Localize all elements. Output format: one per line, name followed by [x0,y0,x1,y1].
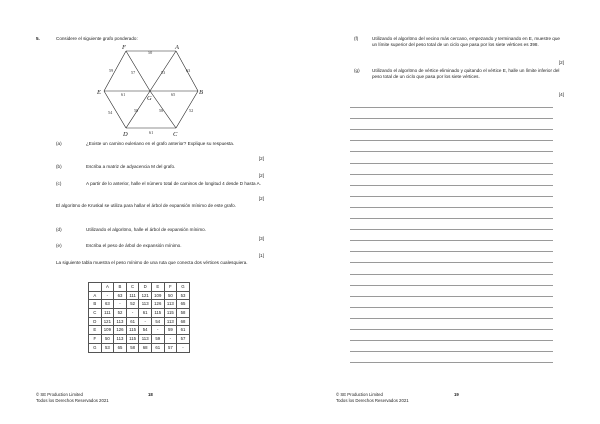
vertex-A: A [175,44,179,51]
weight-FG: 57 [131,70,136,75]
part-c-mark: [2] [258,196,264,201]
table-cell: 111 [101,309,114,318]
table-cell: 113 [139,335,152,344]
footer-company: © SE Production Limited [336,392,383,397]
answer-line[interactable] [350,129,553,130]
edge-FG [126,50,153,91]
edge-BC [176,91,198,128]
right-page [300,0,600,424]
table-cell: 63 [101,300,114,309]
table-cell: 113 [114,317,127,326]
table-cell: 61 [177,326,190,335]
table-cell: 115 [126,326,139,335]
answer-line[interactable] [350,107,553,108]
table-cell: 61 [139,309,152,318]
answer-line[interactable] [350,151,553,152]
table-row [89,326,190,335]
table-cell: 52 [126,300,139,309]
part-d-text: Utilizando el algoritmo, halle el árbol de expansión mínimo. [86,227,207,232]
table-row [89,317,190,326]
table-row-header: B [89,300,102,309]
answer-line[interactable] [350,240,553,241]
part-b-mark: [2] [258,173,264,178]
question-intro: Considere el siguiente grafo ponderado: [56,36,138,41]
vertex-E: E [97,89,101,96]
table-cell: 61 [151,343,164,352]
table-row-header: A [89,291,102,300]
table-header-cell: A [101,283,114,292]
answer-line[interactable] [350,163,553,164]
vertex-D: D [123,131,128,138]
answer-line[interactable] [350,318,553,319]
table-cell: 59 [164,326,177,335]
weight-FE: 59 [109,68,114,73]
table-cell: 121 [139,291,152,300]
answer-line[interactable] [350,140,553,141]
table-header-cell: C [126,283,139,292]
table-cell: 115 [151,309,164,318]
part-d-mark: [3] [258,236,264,241]
weight-GC: 58 [159,108,164,113]
part-f-label: (f) [354,36,359,41]
answer-line[interactable] [350,251,553,252]
table-header-cell: B [114,283,127,292]
table-cell: 65 [114,343,127,352]
weight-AG: 53 [161,70,166,75]
footer-rights: Todos los Derechos Reservados 2021 [36,397,109,403]
weight-ED: 54 [108,110,113,115]
vertex-G: G [147,95,152,102]
table-cell: 113 [139,300,152,309]
answer-line[interactable] [350,351,553,352]
table-cell: 53 [177,291,190,300]
table-cell: 65 [177,300,190,309]
table-cell: 54 [139,326,152,335]
part-c-label: (c) [56,181,62,186]
table-cell: 109 [151,291,164,300]
table-row [89,335,190,344]
part-e-text: Escriba el peso de árbol de expansión mínimo. [86,243,182,248]
table-cell: 59 [151,335,164,344]
answer-line[interactable] [350,296,553,297]
answer-line[interactable] [350,307,553,308]
answer-line[interactable] [350,329,553,330]
part-g-text: Utilizando el algoritmo de vértice eliminado y quitando el vértice E, halle un límite inferior del peso total de un ciclo que pasa por los siete vértices. [372,68,560,80]
table-header-cell: E [151,283,164,292]
table-cell: 52 [114,309,127,318]
table-cell: 68 [139,343,152,352]
answer-line[interactable] [350,362,553,363]
distance-table [88,282,190,353]
table-cell: - [126,309,139,318]
weight-DC: 61 [149,130,154,135]
table-header-cell: F [164,283,177,292]
part-g-label: (g) [354,68,360,73]
table-cell: 121 [101,317,114,326]
footer-right [336,392,409,403]
table-cell: 57 [164,343,177,352]
table-cell: - [114,300,127,309]
table-cell: 53 [101,343,114,352]
part-a-text: ¿Existe un camino euleriano en el grafo anterior? Explique su respuesta. [86,141,235,146]
weight-GB: 65 [171,92,176,97]
part-a-mark: [2] [258,156,264,161]
table-cell: 54 [151,317,164,326]
weighted-graph [96,44,208,138]
part-b-text: Escriba a matriz de adyacencia M del grafo. [86,164,176,169]
table-cell: 113 [164,317,177,326]
table-cell: - [164,335,177,344]
table-cell: 126 [151,300,164,309]
page-number: 19 [454,392,459,397]
table-row-header: G [89,343,102,352]
table-row-header: D [89,317,102,326]
part-f-text: Utilizando el algoritmo del vecino más cercano, empezando y terminando en E, muestre que un límite superior del peso total de un ciclo que pasa por los siete vértices es 398. [372,36,560,48]
table-intro: La siguiente tabla muestra el peso mínimo de una ruta que conecta dos vértices cualesquiera. [56,260,248,265]
table-cell: 113 [114,335,127,344]
part-a-label: (a) [56,141,62,146]
footer-left [36,392,109,403]
table-cell: 63 [114,291,127,300]
part-c-text: A partir de lo anterior, halle el número total de caminos de longitud 4 desde D hasta A. [86,181,261,186]
table-cell: 111 [126,291,139,300]
table-cell: - [139,317,152,326]
edge-FE [104,51,126,91]
table-cell: 113 [164,300,177,309]
table-cell: - [151,326,164,335]
kruskal-intro: El algoritmo de Kruskal se utiliza para hallar el árbol de expansión mínimo de este grafo. [56,203,237,208]
vertex-C: C [173,131,178,138]
table-header-cell [89,283,102,292]
table-cell: 57 [177,335,190,344]
weight-BC: 52 [189,108,194,113]
table-cell: - [177,343,190,352]
part-b-label: (b) [56,164,62,169]
table-cell: 109 [101,326,114,335]
answer-line[interactable] [350,229,553,230]
part-d-label: (d) [56,227,62,232]
table-row [89,343,190,352]
part-e-mark: [1] [258,253,264,258]
answer-line[interactable] [350,262,553,263]
table-header-cell: D [139,283,152,292]
answer-line[interactable] [350,174,553,175]
table-row-header: F [89,335,102,344]
page-number: 18 [148,392,153,397]
vertex-B: B [199,89,203,96]
footer-company: © SE Production Limited [36,392,83,397]
table-row-header: E [89,326,102,335]
table-cell: 126 [114,326,127,335]
answer-line[interactable] [350,274,553,275]
table-cell: 58 [126,343,139,352]
table-cell: 50 [164,291,177,300]
table-cell: 61 [126,317,139,326]
answer-line[interactable] [350,340,553,341]
table-row [89,291,190,300]
answer-line[interactable] [350,118,553,119]
table-cell: 68 [177,317,190,326]
weight-AB: 63 [186,68,191,73]
answer-line[interactable] [350,185,553,186]
table-cell: - [101,291,114,300]
footer-rights: Todos los Derechos Reservados 2021 [336,397,409,403]
vertex-F: F [122,44,126,51]
answer-line[interactable] [350,218,553,219]
table-row [89,300,190,309]
weight-GD: 58 [134,108,139,113]
answer-line[interactable] [350,196,553,197]
answer-line[interactable] [350,285,553,286]
table-cell: 50 [101,335,114,344]
part-g-mark: [4] [558,92,564,97]
table-cell: 58 [177,309,190,318]
part-f-mark: [2] [558,60,564,65]
question-number: 5. [36,36,40,41]
table-cell: 115 [126,335,139,344]
table-row [89,309,190,318]
weight-FA: 50 [148,50,153,55]
table-cell: 115 [164,309,177,318]
table-header-row [89,283,190,292]
weight-EG: 61 [121,92,126,97]
part-e-label: (e) [56,243,62,248]
answer-line[interactable] [350,207,553,208]
table-header-cell: G [177,283,190,292]
table-row-header: C [89,309,102,318]
